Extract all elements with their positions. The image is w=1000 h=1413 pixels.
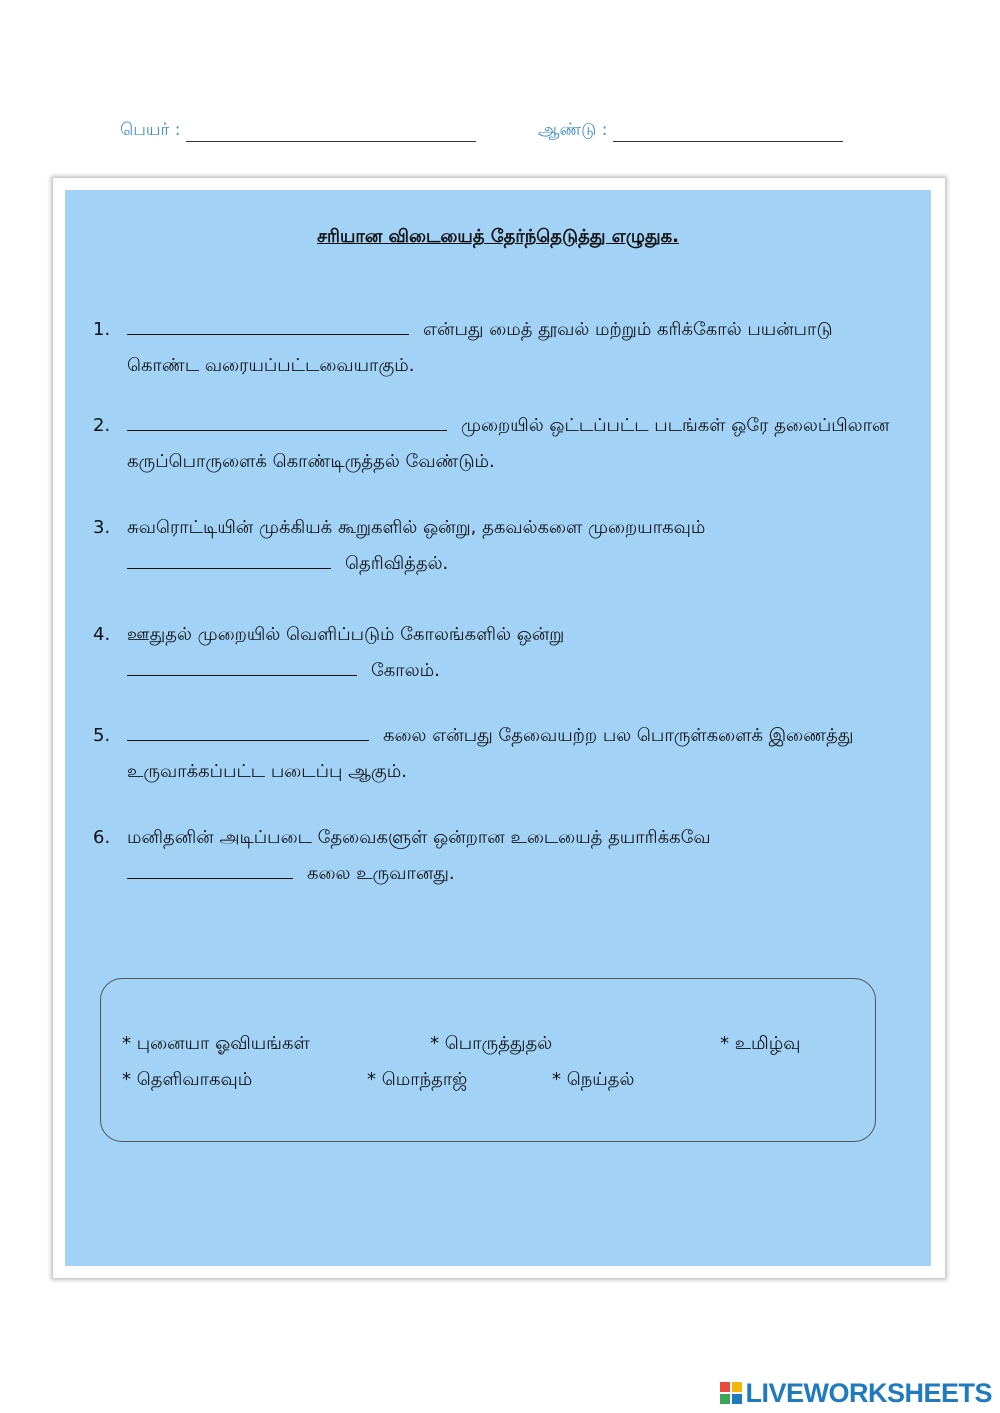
question-number: 4. [93,624,111,645]
question-6 [93,820,903,892]
year-label: ஆண்டு : [538,120,608,140]
question-number: 1. [93,319,111,340]
question-text: முறையில் ஒட்டப்பட்ட படங்கள் ஒரே தலைப்பிலான கருப்பொருளைக் கொண்டிருத்தல் வேண்டும். [127,415,890,472]
question-5 [93,718,903,790]
answer-options-box [100,978,876,1142]
question-number: 6. [93,827,111,848]
liveworksheets-logo [720,1376,992,1410]
question-text-after: கலை உருவானது. [307,863,455,884]
question-text: என்பது மைத் தூவல் மற்றும் கரிக்கோல் பயன்பாடு கொண்ட வரையப்பட்டவையாகும். [127,319,833,376]
option-item[interactable]: * மொந்தாஜ் [367,1069,468,1090]
answer-blank-3[interactable] [127,546,331,569]
question-text-before: சுவரொட்டியின் முக்கியக் கூறுகளில் ஒன்று, தகவல்களை முறையாகவும் [127,517,706,538]
question-number: 3. [93,517,111,538]
name-label: பெயர் : [120,120,181,140]
question-text-after: தெரிவித்தல். [345,553,449,574]
option-item[interactable]: * புனையா ஓவியங்கள் [122,1033,310,1054]
worksheet-title: சரியான விடையைத் தேர்ந்தெடுத்து எழுதுக. [317,226,679,247]
answer-blank-1[interactable] [127,312,409,335]
option-item[interactable]: * நெய்தல் [552,1069,635,1090]
question-text-before: மனிதனின் அடிப்படை தேவைகளுள் ஒன்றான உடையைத் தயாரிக்கவே [127,827,711,848]
answer-blank-5[interactable] [127,718,369,741]
answer-blank-4[interactable] [127,653,357,676]
option-item[interactable]: * பொருத்துதல் [430,1033,553,1054]
question-4 [93,617,903,689]
question-text-before: ஊதுதல் முறையில் வெளிப்படும் கோலங்களில் ஒன்று [127,624,565,645]
answer-blank-6[interactable] [127,856,293,879]
option-item[interactable]: * தெளிவாகவும் [122,1069,253,1090]
option-item[interactable]: * உமிழ்வு [720,1033,801,1054]
question-3 [93,510,903,582]
question-number: 5. [93,725,111,746]
answer-blank-2[interactable] [127,408,447,431]
liveworksheets-badge-icon [720,1382,742,1404]
name-input-line[interactable] [186,123,476,142]
question-text: கலை என்பது தேவையற்ற பல பொருள்களைக் இணைத்து உருவாக்கப்பட்ட படைப்பு ஆகும். [127,725,854,782]
year-input-line[interactable] [613,123,843,142]
question-1 [93,312,903,384]
student-info-header [120,120,880,150]
name-field [120,120,476,142]
question-number: 2. [93,415,111,436]
question-text-after: கோலம். [371,660,440,681]
year-field [538,120,843,142]
question-2 [93,408,903,480]
liveworksheets-logo-text: LIVEWORKSHEETS [745,1377,992,1408]
